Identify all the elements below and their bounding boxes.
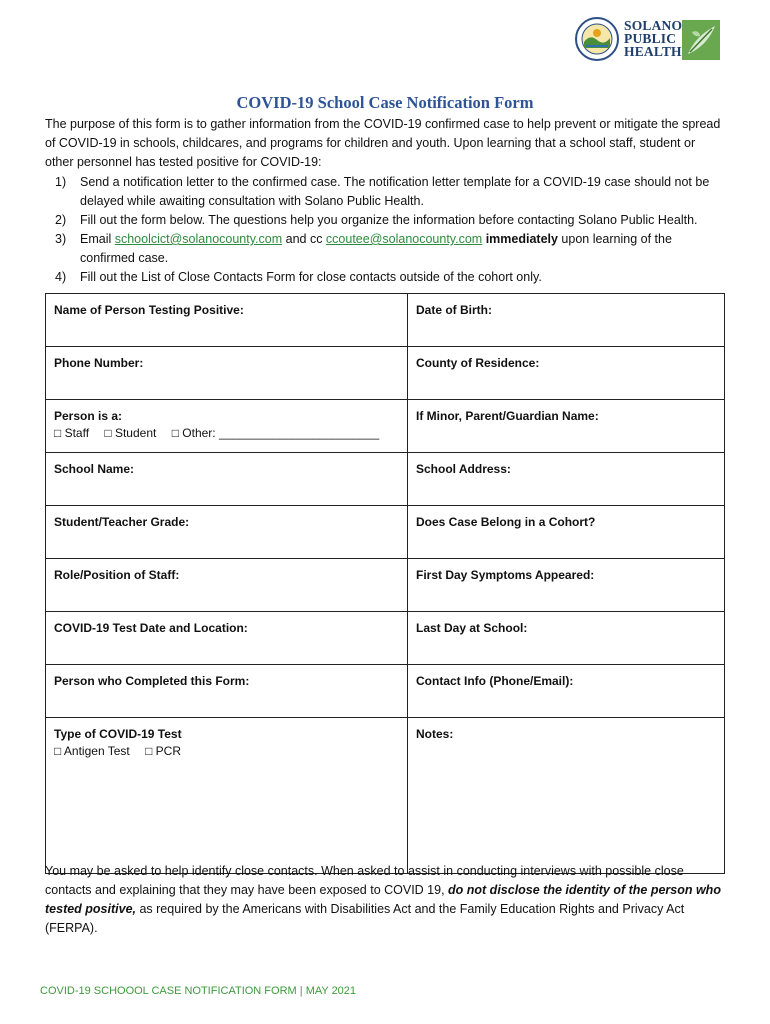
completed-by-field[interactable] [46, 665, 408, 718]
contact-field[interactable] [408, 665, 725, 718]
person-type-options [54, 425, 399, 442]
other-checkbox[interactable]: □ Other: ________________________ [171, 426, 380, 440]
name-label: Name of Person Testing Positive: [54, 303, 244, 317]
phone-label: Phone Number: [54, 356, 144, 370]
completed-by-label: Person who Completed this Form: [54, 674, 250, 688]
contact-label: Contact Info (Phone/Email): [416, 674, 574, 688]
phone-field[interactable] [46, 347, 408, 400]
test-date-label: COVID-19 Test Date and Location: [54, 621, 248, 635]
last-day-label: Last Day at School: [416, 621, 528, 635]
page-footer [40, 985, 356, 997]
step-number: 4) [55, 270, 67, 284]
person-type-label: Person is a: [54, 409, 123, 423]
closing-paragraph [45, 862, 725, 938]
step-text: Fill out the form below. The questions help you organize the information before contacting Solano Public Health. [80, 213, 698, 227]
step-number: 1) [55, 175, 67, 189]
logo-line-2: PUBLIC [624, 31, 677, 46]
leaf-emblem-icon [682, 20, 720, 60]
logo-line-3: HEALTH [624, 44, 682, 59]
logo-wordmark [624, 19, 682, 58]
school-name-field[interactable] [46, 453, 408, 506]
form-title: COVID-19 School Case Notification Form [236, 93, 534, 112]
step-text-bold: immediately [482, 232, 558, 246]
step-text-pre: Email [80, 232, 115, 246]
guardian-field[interactable] [408, 400, 725, 453]
step-text-mid: and cc [282, 232, 326, 246]
step-item [55, 173, 725, 211]
symptoms-field[interactable] [408, 559, 725, 612]
dob-field[interactable] [408, 294, 725, 347]
cohort-label: Does Case Belong in a Cohort? [416, 515, 596, 529]
intro-paragraph: The purpose of this form is to gather information from the COVID-19 confirmed case to help prevent or mitigate the spread of COVID-19 in schools, childcares, and programs for children and youth. Upon learning that a school staff, student or other personnel has tested positive for COVID-19: [45, 117, 721, 169]
closing-text-bold: do not disclose the identity of the person who tested positive, [45, 883, 721, 916]
county-seal-icon [574, 16, 620, 62]
step-item [55, 230, 725, 268]
school-name-label: School Name: [54, 462, 135, 476]
county-field[interactable] [408, 347, 725, 400]
test-type-label: Type of COVID-19 Test [54, 727, 182, 741]
solano-public-health-logo [574, 16, 724, 66]
school-address-field[interactable] [408, 453, 725, 506]
footer-title: COVID-19 SCHOOOL CASE NOTIFICATION FORM [40, 985, 297, 997]
email-link-schoolcict[interactable]: schoolcict@solanocounty.com [114, 232, 283, 246]
antigen-checkbox[interactable]: □ Antigen Test [54, 744, 130, 758]
step-text: Fill out the List of Close Contacts Form for close contacts outside of the cohort only. [80, 270, 542, 284]
closing-text-post: as required by the Americans with Disabilities Act and the Family Education Rights and Privacy Act (FERPA). [45, 902, 685, 935]
step-text-post: upon learning of the confirmed case. [80, 232, 672, 265]
role-label: Role/Position of Staff: [54, 568, 180, 582]
step-number: 2) [55, 213, 67, 227]
guardian-label: If Minor, Parent/Guardian Name: [416, 409, 599, 423]
grade-field[interactable] [46, 506, 408, 559]
person-type-field [46, 400, 408, 453]
step-item [55, 211, 725, 230]
notes-label: Notes: [416, 727, 454, 741]
notes-field[interactable] [408, 718, 725, 874]
county-label: County of Residence: [416, 356, 540, 370]
case-form-table [45, 293, 725, 874]
test-type-options [54, 743, 399, 760]
pcr-checkbox[interactable]: □ PCR [145, 744, 182, 758]
email-link-ccoutee[interactable]: ccoutee@solanocounty.com [325, 232, 483, 246]
test-type-field [46, 718, 408, 874]
grade-label: Student/Teacher Grade: [54, 515, 190, 529]
symptoms-label: First Day Symptoms Appeared: [416, 568, 595, 582]
closing-text-pre: You may be asked to help identify close contacts. When asked to assist in conducting interviews with possible close contacts and explaining that they may have been exposed to COVID 19, [45, 864, 684, 897]
footer-date: MAY 2021 [305, 985, 357, 997]
last-day-field[interactable] [408, 612, 725, 665]
staff-checkbox[interactable]: □ Staff [54, 426, 90, 440]
role-field[interactable] [46, 559, 408, 612]
logo-line-1: SOLANO [624, 18, 683, 33]
step-number: 3) [55, 232, 67, 246]
step-item [55, 268, 725, 287]
school-address-label: School Address: [416, 462, 511, 476]
test-date-field[interactable] [46, 612, 408, 665]
cohort-field[interactable] [408, 506, 725, 559]
footer-separator: | [299, 985, 303, 997]
name-field[interactable] [46, 294, 408, 347]
student-checkbox[interactable]: □ Student [104, 426, 157, 440]
instruction-steps [55, 173, 725, 287]
step-text: Send a notification letter to the confirmed case. The notification letter template for a COVID-19 case should not be delayed while awaiting consultation with Solano Public Health. [80, 175, 710, 208]
dob-label: Date of Birth: [416, 303, 492, 317]
